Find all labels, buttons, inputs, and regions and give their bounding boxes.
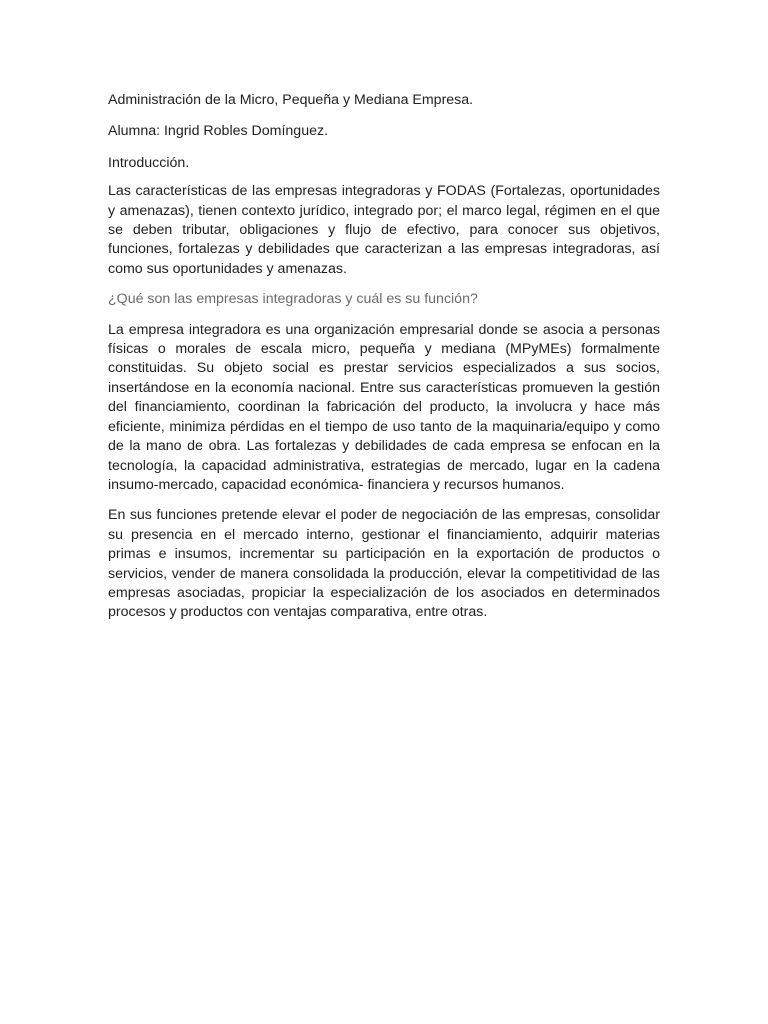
intro-paragraph: Las características de las empresas integradoras y FODAS (Fortalezas, oportunidades y amenazas), tienen contexto jurídico, integrado por; el marco legal, régimen en el que se deben tributar, obligaciones y flujo de efectivo, para conocer sus objetivos, funciones, fortalezas y debilidades que caracterizan a las empresas integradoras, así como sus oportunidades y amenazas. (108, 183, 660, 277)
question-heading: ¿Qué son las empresas integradoras y cuál es su función? (108, 291, 478, 308)
intro-heading: Introducción. (108, 154, 190, 171)
student-name: Alumna: Ingrid Robles Domínguez. (108, 123, 329, 140)
document-page (108, 91, 660, 634)
course-title: Administración de la Micro, Pequeña y Mediana Empresa. (108, 92, 474, 108)
functions-paragraph: En sus funciones pretende elevar el poder de negociación de las empresas, consolidar su presencia en el mercado interno, gestionar el financiamiento, adquirir materias primas e insumos, incrementar su participación en la exportación de productos o servicios, vender de manera consolidada la producción, elevar la competitividad de las empresas asociadas, propiciar la especialización de los asociados en determinados procesos y productos con ventajas comparativa, entre otras. (108, 507, 660, 621)
definition-paragraph: La empresa integradora es una organización empresarial donde se asocia a personas físicas o morales de escala micro, pequeña y mediana (MPyMEs) formalmente constituidas. Su objeto social es prestar servicios especializados a sus socios, insertándose en la economía nacional. Entre sus características promueven la gestión del financiamiento, coordinan la fabricación del producto, la involucra y hace más eficiente, minimiza pérdidas en el tiempo de uso tanto de la maquinaria/equipo y como de la mano de obra. Las fortalezas y debilidades de cada empresa se enfocan en la tecnología, la capacidad administrativa, estrategias de mercado, lugar en la cadena insumo-mercado, capacidad económica- financiera y recursos humanos. (108, 321, 660, 493)
